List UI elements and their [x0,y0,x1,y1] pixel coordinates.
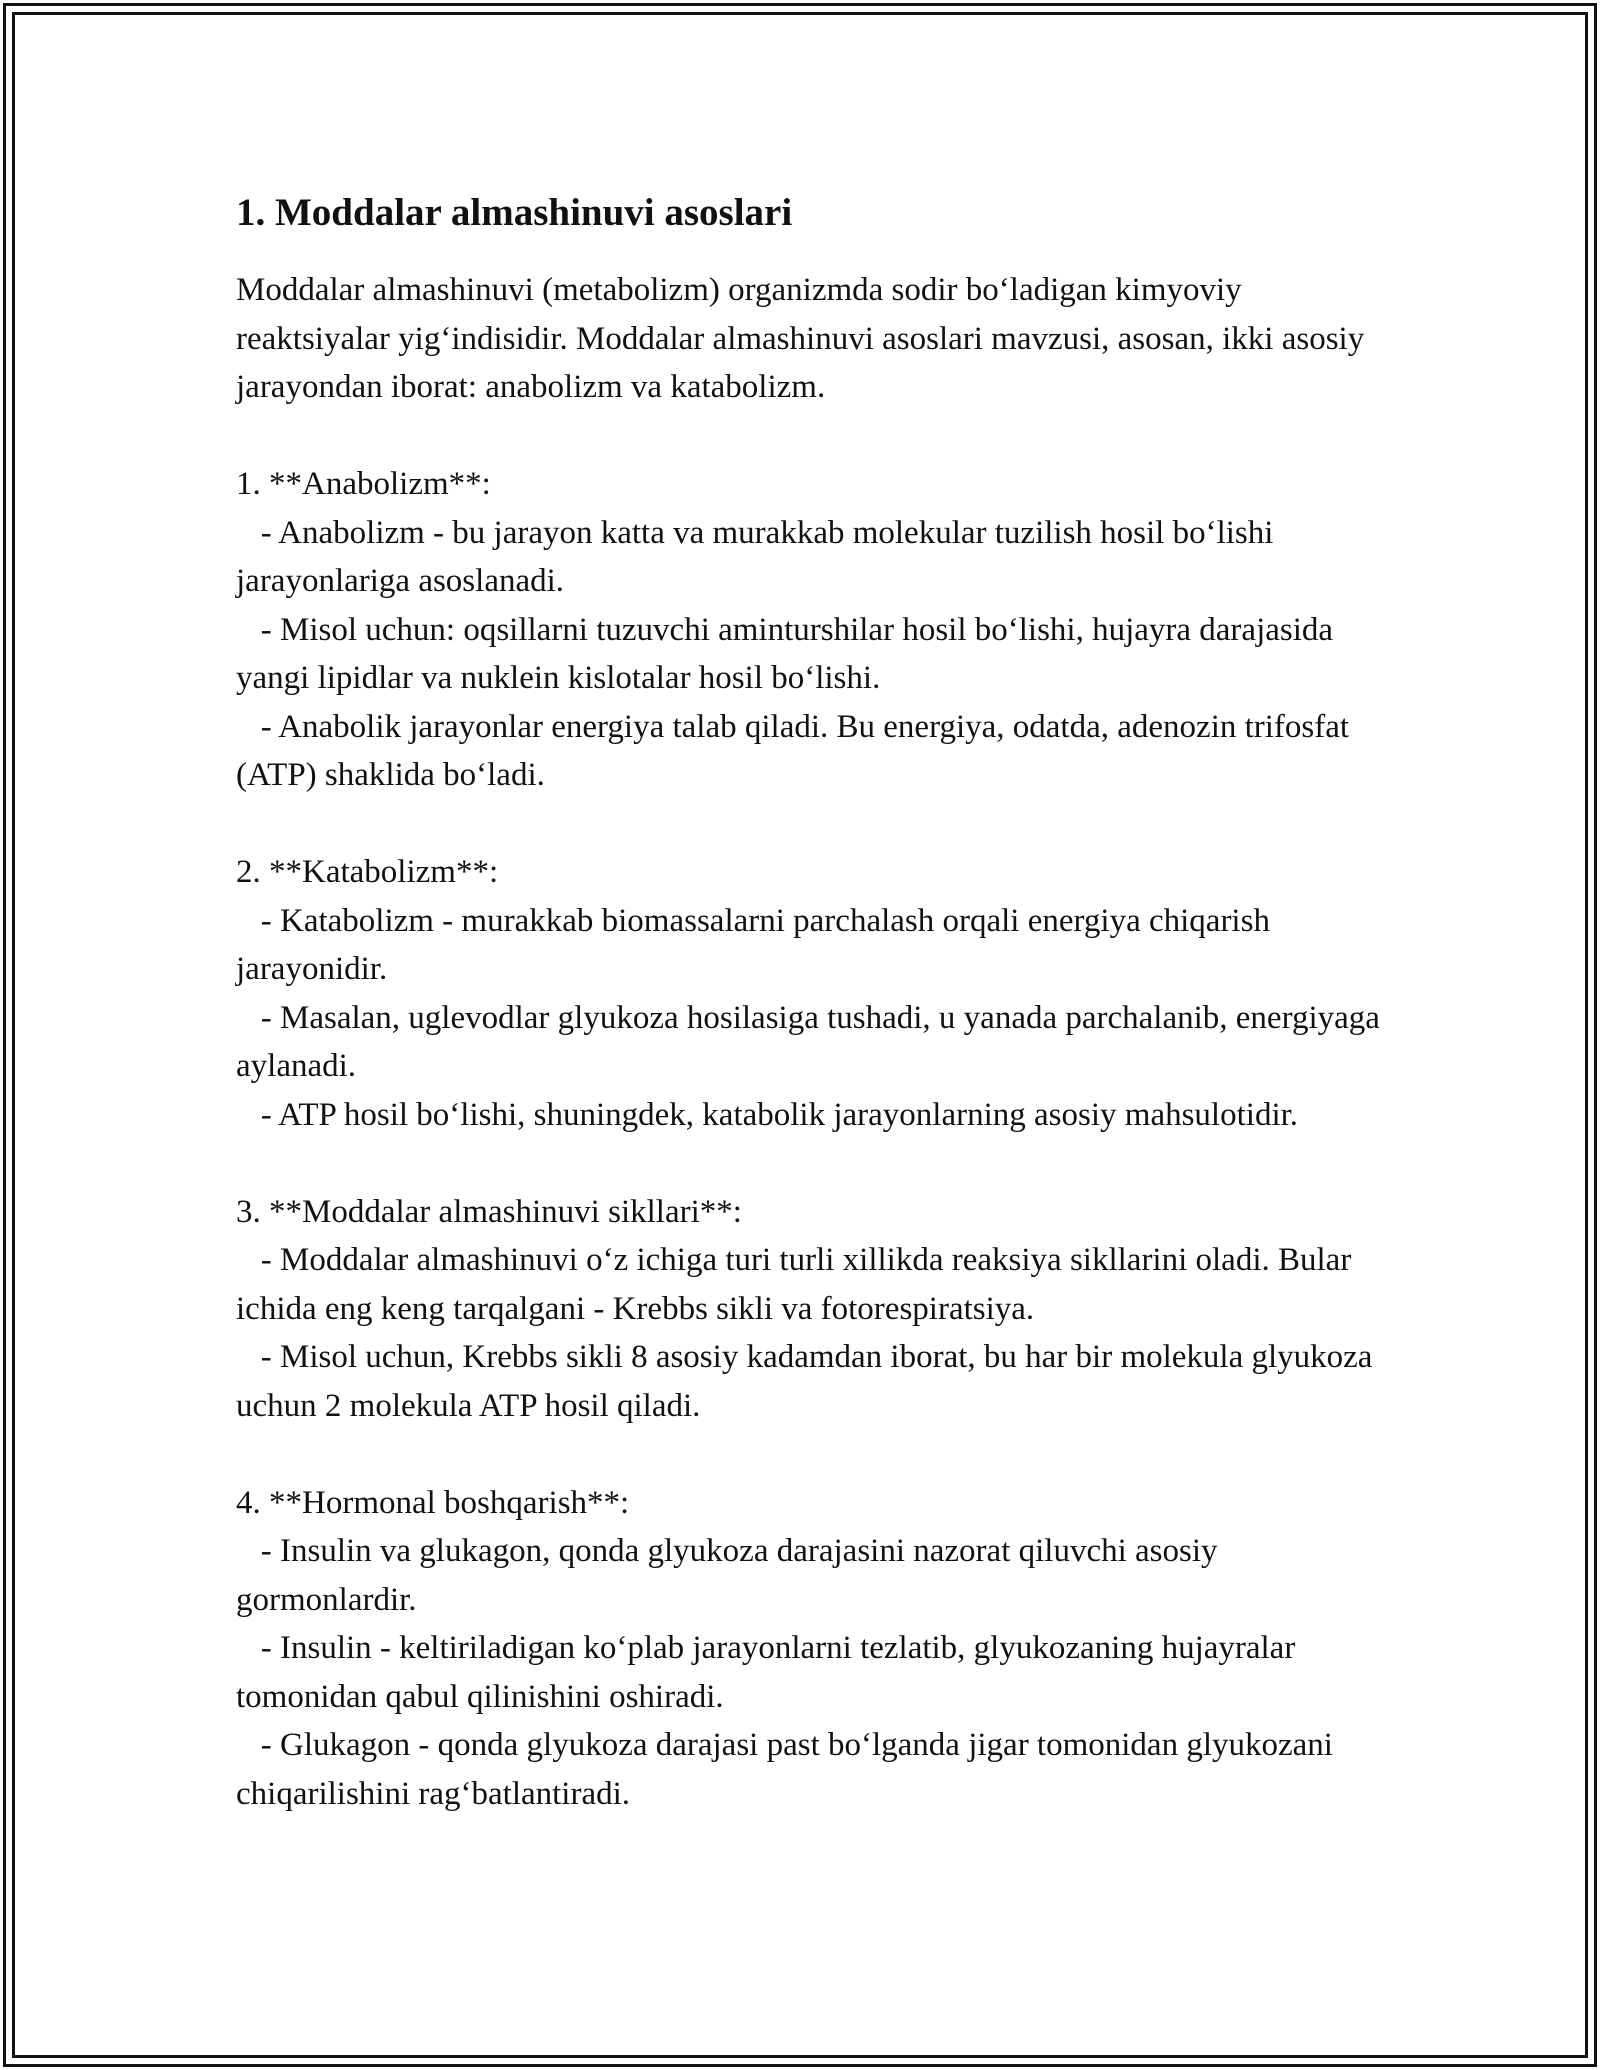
list-item: - Anabolizm - bu jarayon katta va murakkab molekular tuzilish hosil boʻlishi jarayonlariga asoslanadi. [236,514,1282,599]
intro-paragraph: Moddalar almashinuvi (metabolizm) organizmda sodir boʻladigan kimyoviy reaktsiyalar yigʻindisidir. Moddalar almashinuvi asoslari mavzusi, asosan, ikki asosiy jarayondan iborat: anabolizm va katabolizm. [236,272,1373,405]
list-item: - Glukagon - qonda glyukoza darajasi past boʻlganda jigar tomonidan glyukozani chiqarilishini ragʻbatlantiradi. [236,1727,1342,1812]
list-item: - Katabolizm - murakkab biomassalarni parchalash orqali energiya chiqarish jarayonidir. [236,902,1279,987]
section-sikllar [236,1188,1386,1431]
list-item: - Misol uchun, Krebbs sikli 8 asosiy kadamdan iborat, bu har bir molekula glyukoza uchun 2 molekula ATP hosil qiladi. [236,1339,1381,1424]
list-item: - Anabolik jarayonlar energiya talab qiladi. Bu energiya, odatda, adenozin trifosfat (ATP) shaklida boʻladi. [236,708,1358,793]
list-item: - Insulin va glukagon, qonda glyukoza darajasini nazorat qiluvchi asosiy gormonlardir. [236,1533,1226,1618]
document-body [236,186,1389,1818]
section-heading: 1. **Anabolizm**: [236,466,491,502]
list-item: - Insulin - keltiriladigan koʻplab jarayonlarni tezlatib, glyukozaning hujayralar tomonidan qabul qilinishini oshiradi. [236,1630,1304,1715]
list-item: - ATP hosil boʻlishi, shuningdek, katabolik jarayonlarning asosiy mahsulotidir. [236,1096,1299,1133]
section-heading: 4. **Hormonal boshqarish**: [236,1484,630,1521]
section-heading: 2. **Katabolizm**: [236,854,499,890]
section-katabolizm [236,848,1389,1139]
section-heading: 3. **Moddalar almashinuvi sikllari**: [236,1193,742,1230]
section-hormonal [236,1479,1386,1819]
list-item: - Moddalar almashinuvi oʻz ichiga turi turli xillikda reaksiya sikllarini oladi. Bular ichida eng keng tarqalgani - Krebbs sikli va fotorespiratsiya. [236,1242,1360,1327]
list-item: - Masalan, uglevodlar glyukoza hosilasiga tushadi, u yanada parchalanib, energiyaga aylanadi. [236,999,1389,1084]
section-anabolizm [236,460,1386,800]
list-item: - Misol uchun: oqsillarni tuzuvchi aminturshilar hosil boʻlishi, hujayra darajasida yangi lipidlar va nuklein kislotalar hosil boʻlishi. [236,611,1342,696]
page-title: 1. Moddalar almashinuvi asoslari [236,191,793,234]
